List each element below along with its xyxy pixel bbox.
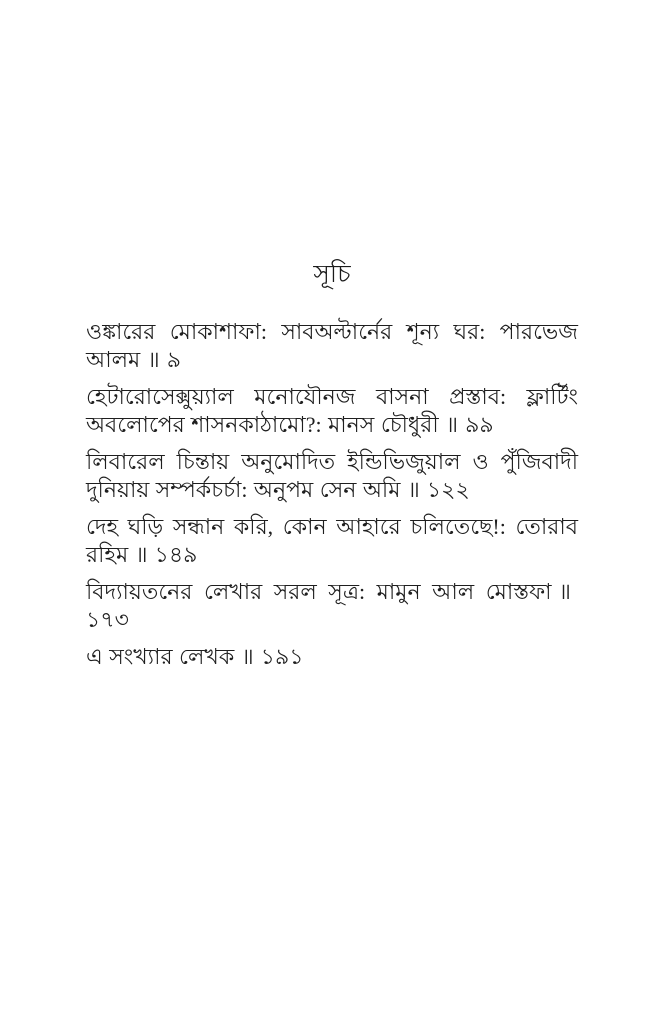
toc-entries	[86, 318, 578, 671]
toc-entry-page-number: ১২২	[426, 477, 470, 502]
toc-entry-separator: ॥	[147, 347, 160, 372]
toc-entry	[86, 448, 578, 504]
toc-entry	[86, 383, 578, 439]
toc-entry-separator: ॥	[241, 644, 254, 669]
toc-entry-page-number: ১৭৩	[86, 607, 129, 632]
toc-entry-page-number: ৯৯	[465, 412, 494, 437]
toc-entry-page-number: ৯	[166, 347, 182, 372]
toc-entry-text: হেটারোসেক্সুয়্যাল মনোযৌনজ বাসনা প্রস্তাব: ফ্লার্টিং অবলোপের শাসনকাঠামো?: মানস চৌধুরী	[86, 384, 578, 437]
toc-entry-page-number: ১৪৯	[154, 542, 198, 567]
toc-entry	[86, 318, 578, 374]
toc-entry-page-number: ১৯১	[260, 644, 304, 669]
toc-entry	[86, 513, 578, 569]
toc-entry-text: লিবারেল চিন্তায় অনুমোদিত ইন্ডিভিজুয়াল ও পুঁজিবাদী দুনিয়ায় সম্পর্কচর্চা: অনুপম সেন অমি	[86, 449, 578, 502]
toc-entry-separator: ॥	[407, 477, 420, 502]
toc-entry-separator: ॥	[135, 542, 148, 567]
toc-entry	[86, 578, 578, 634]
toc-entry-text: এ সংখ্যার লেখক	[86, 644, 235, 669]
toc-entry	[86, 643, 578, 671]
toc-entry-text: ওঙ্কারের মোকাশাফা: সাবঅল্টার্নের শূন্য ঘর: পারভেজ আলম	[86, 319, 578, 372]
toc-content	[86, 258, 578, 680]
toc-entry-text: দেহ ঘড়ি সন্ধান করি, কোন আহারে চলিতেছে!: তোরাব রহিম	[86, 514, 578, 567]
page-title: সূচি	[313, 261, 351, 288]
toc-entry-text: বিদ্যায়তনের লেখার সরল সূত্র: মামুন আল মোস্তফা	[86, 579, 552, 604]
toc-entry-separator: ॥	[558, 579, 571, 604]
toc-entry-separator: ॥	[445, 412, 459, 437]
